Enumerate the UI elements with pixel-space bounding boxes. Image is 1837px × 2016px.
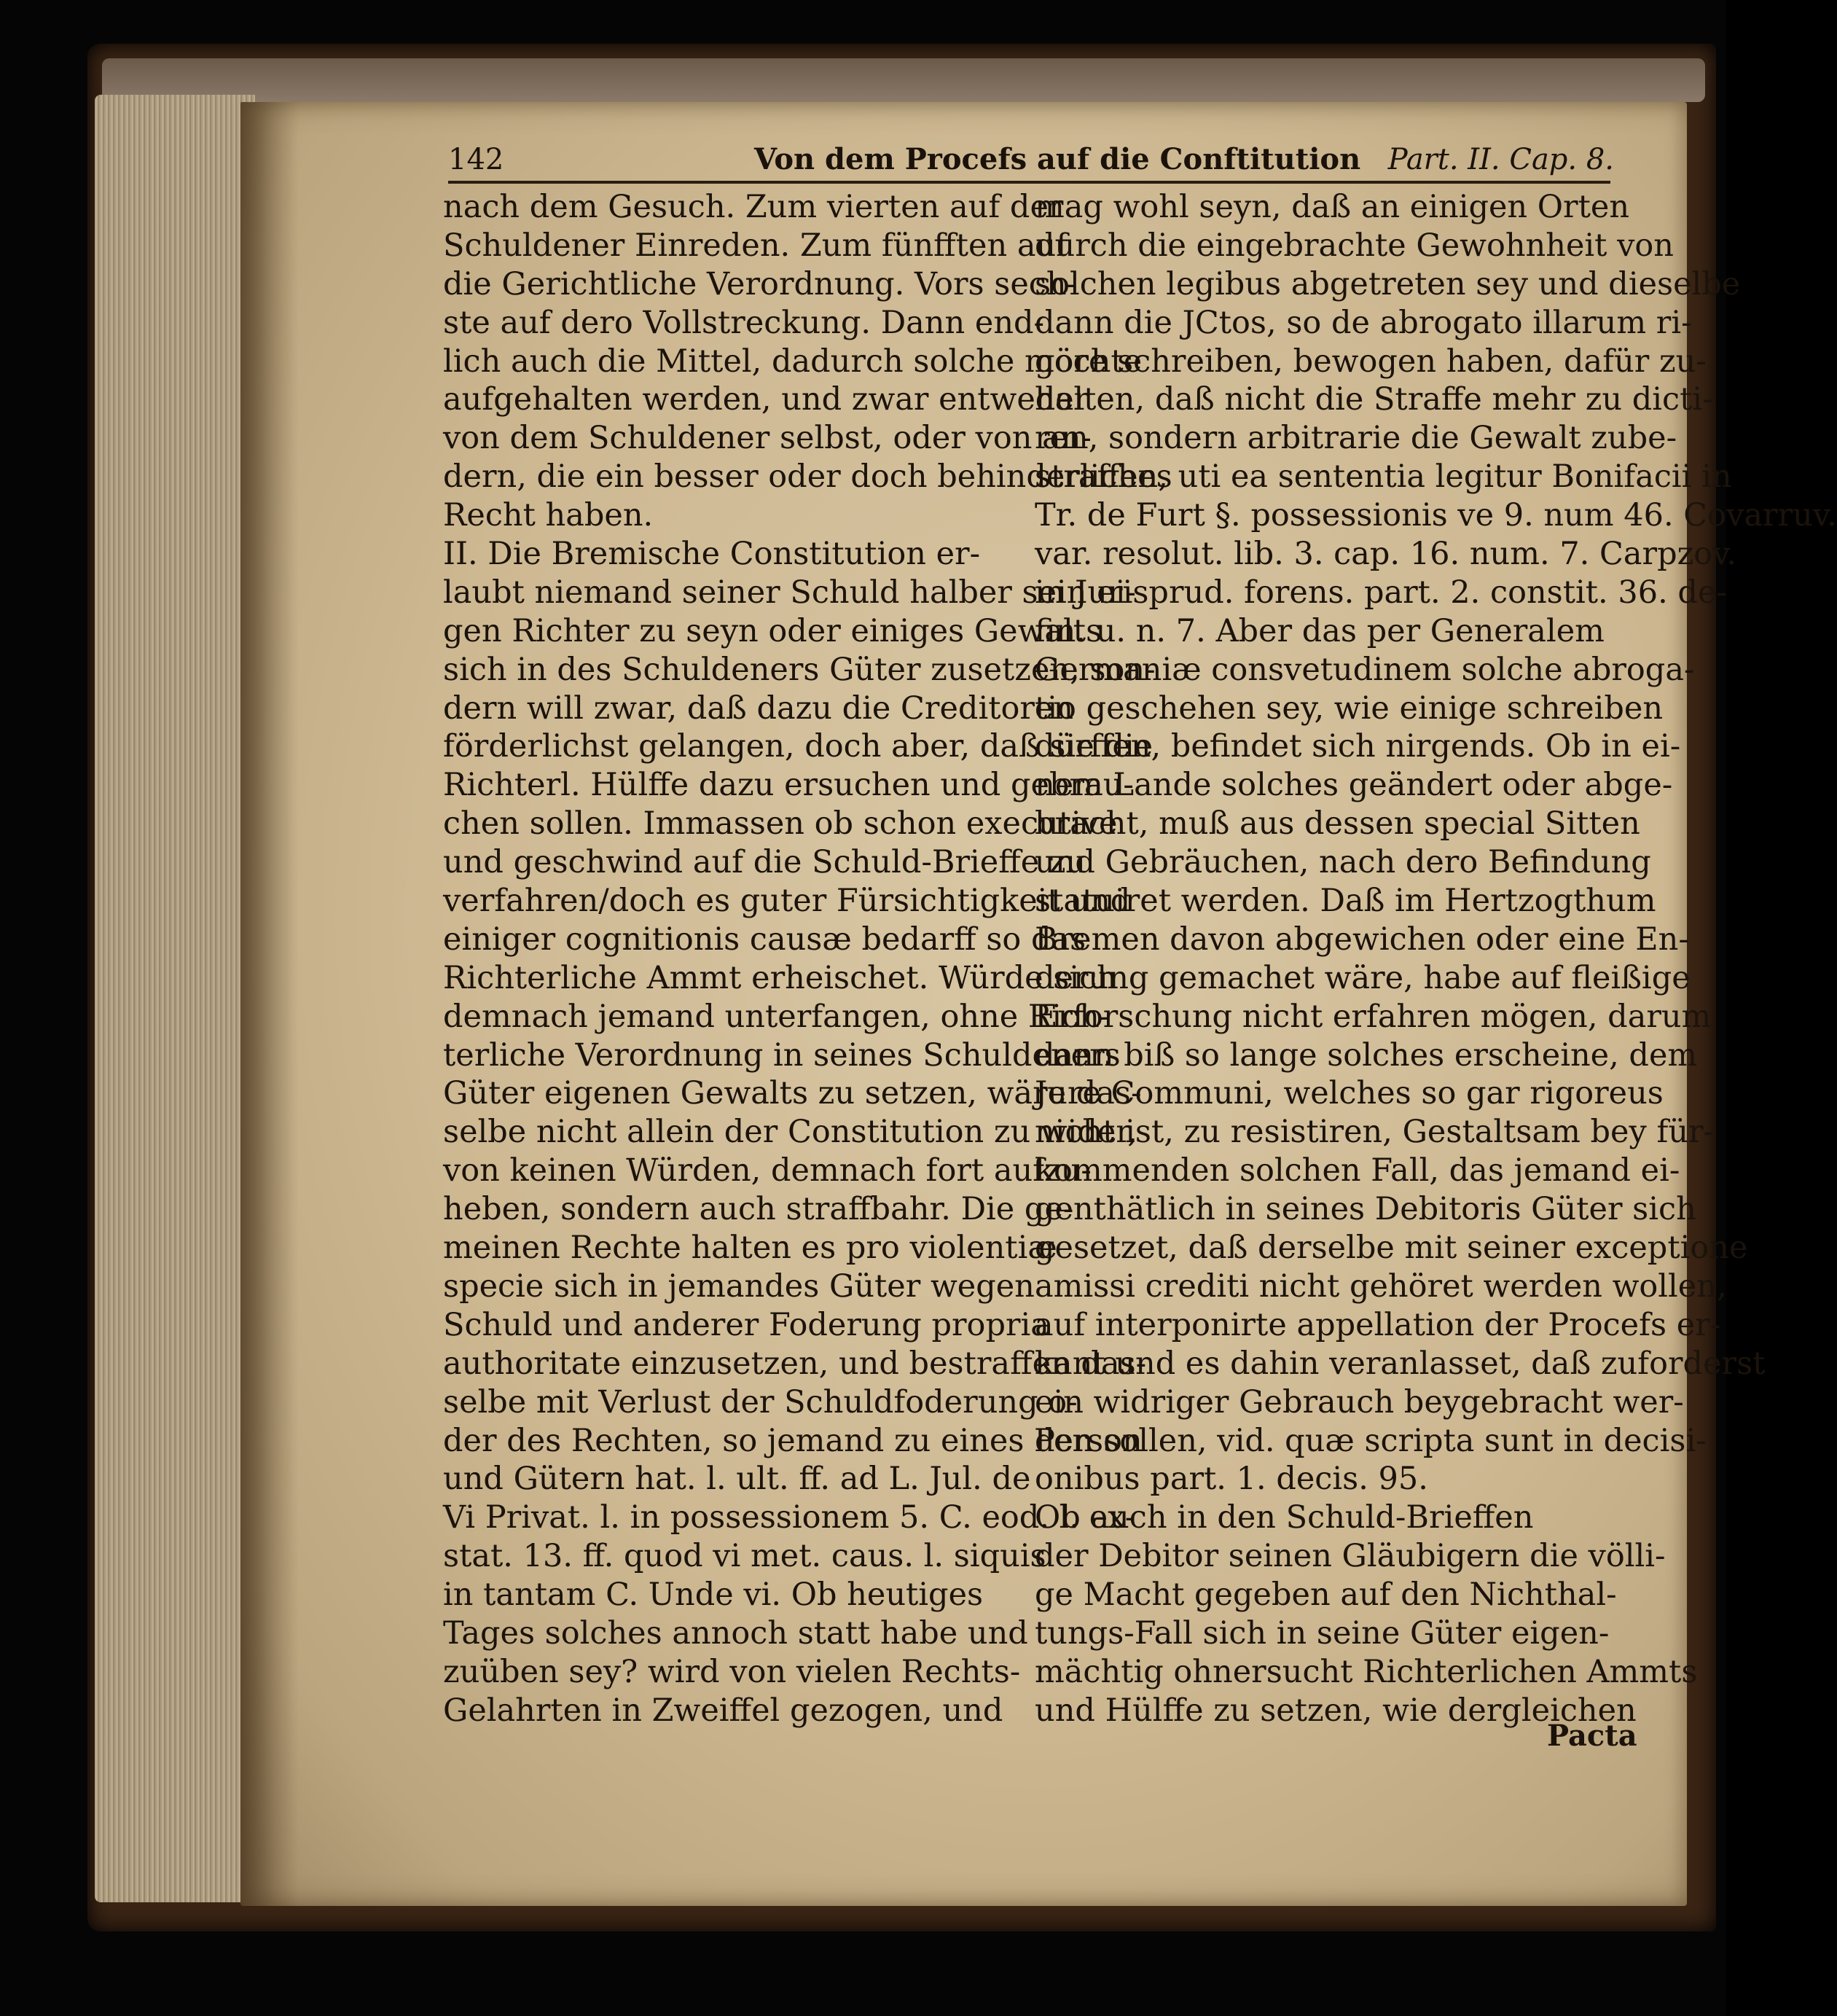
text-line: stat. 13. ff. quod vi met. caus. l. siquis xyxy=(443,1538,1046,1575)
header-rule xyxy=(448,181,1610,184)
text-line: Tr. de Furt §. possessionis ve 9. num 46. Covarruv. xyxy=(1035,497,1837,534)
text-line: der Debitor seinen Gläubigern die völli- xyxy=(1035,1538,1666,1575)
book-top-edge xyxy=(102,58,1705,102)
text-line: dern, die ein besser oder doch behinderliches xyxy=(443,458,1172,496)
text-line: heben, sondern auch straffbahr. Die ge- xyxy=(443,1191,1074,1228)
text-line: laubt niemand seiner Schuld halber sein ei- xyxy=(443,574,1136,611)
text-line: genthätlich in seines Debitoris Güter sich xyxy=(1035,1191,1696,1228)
text-line: Tages solches annoch statt habe und xyxy=(443,1614,1028,1652)
text-line: solchen legibus abgetreten sey und dieselbe xyxy=(1035,265,1741,302)
text-line: gesetzet, daß derselbe mit seiner exceptione xyxy=(1035,1230,1748,1267)
text-line: und Gebräuchen, nach dero Befindung xyxy=(1035,844,1651,881)
text-line: dern will zwar, daß dazu die Creditoren xyxy=(443,689,1074,727)
text-line: ren, sondern arbitrarie die Gewalt zube- xyxy=(1035,420,1677,457)
text-line: gen Richter zu seyn oder einiges Gewalts xyxy=(443,612,1102,649)
text-line: dann biß so lange solches erscheine, dem xyxy=(1035,1036,1698,1074)
text-line: in Jurisprud. forens. part. 2. constit. 36. de- xyxy=(1035,574,1727,611)
text-line: kant und es dahin veranlasset, daß zuforderst xyxy=(1035,1345,1766,1382)
text-line: specie sich in jemandes Güter wegen xyxy=(443,1267,1035,1305)
text-line: statuiret werden. Daß im Hertzogthum xyxy=(1035,883,1656,920)
text-line: sich in des Schuldeners Güter zusetzen, son- xyxy=(443,651,1156,688)
text-line: von keinen Würden, demnach fort aufzu- xyxy=(443,1152,1092,1189)
text-line: aufgehalten werden, und zwar entweder xyxy=(443,381,1089,418)
right-text-column xyxy=(1035,188,1837,1730)
text-line: gore schreiben, bewogen haben, dafür zu- xyxy=(1035,343,1707,380)
text-line: und Hülffe zu setzen, wie dergleichen xyxy=(1035,1692,1637,1729)
text-line: dann die JCtos, so de abrogato illarum ri- xyxy=(1035,304,1692,341)
text-line: tio geschehen sey, wie einige schreiben xyxy=(1035,689,1664,727)
text-line: II. Die Bremische Constitution er- xyxy=(443,536,981,573)
text-line: nicht ist, zu resistiren, Gestaltsam bey für- xyxy=(1035,1114,1715,1151)
text-line: Richterl. Hülffe dazu ersuchen und gebrau- xyxy=(443,767,1134,804)
text-line: Vi Privat. l. in possessionem 5. C. eod. l. ex- xyxy=(443,1499,1136,1536)
text-line: den sollen, vid. quæ scripta sunt in decisi- xyxy=(1035,1422,1707,1459)
text-line: durch die eingebrachte Gewohnheit von xyxy=(1035,227,1674,264)
text-line: authoritate einzusetzen, und bestraffen das- xyxy=(443,1345,1147,1382)
text-line: lich auch die Mittel, dadurch solche möchte xyxy=(443,343,1143,380)
text-line: Güter eigenen Gewalts zu setzen, wäre das- xyxy=(443,1075,1142,1112)
spine-shadow xyxy=(240,102,299,1906)
running-title: Von dem Procefs auf die Conftitution xyxy=(754,142,1361,176)
text-line: Erforschung nicht erfahren mögen, darum xyxy=(1035,998,1712,1035)
text-line: einiger cognitionis causæ bedarff so das xyxy=(443,921,1086,958)
text-line: verfahren/doch es guter Fürsichtigkeit und xyxy=(443,883,1131,920)
text-line: mächtig ohnersucht Richterlichen Ammts xyxy=(1035,1653,1698,1690)
left-text-column xyxy=(443,188,1172,1730)
text-line: nach dem Gesuch. Zum vierten auf der xyxy=(443,189,1064,225)
text-line: Gelahrten in Zweiffel gezogen, und xyxy=(443,1692,1003,1729)
text-line: bracht, muß aus dessen special Sitten xyxy=(1035,805,1640,843)
text-line: var. resolut. lib. 3. cap. 16. num. 7. Carpzov. xyxy=(1035,536,1737,573)
text-line: fin. u. n. 7. Aber das per Generalem xyxy=(1035,612,1605,649)
text-line: halten, daß nicht die Straffe mehr zu dicti- xyxy=(1035,381,1713,418)
text-line: ein widriger Gebrauch beygebracht wer- xyxy=(1035,1383,1684,1421)
text-line: in tantam C. Unde vi. Ob heutiges xyxy=(443,1577,984,1614)
text-line: Recht haben. xyxy=(443,497,654,534)
text-line: derung gemachet wäre, habe auf fleißige xyxy=(1035,959,1691,996)
text-line: mag wohl seyn, daß an einigen Orten xyxy=(1035,189,1630,225)
text-line: Germaniæ consvetudinem solche abroga- xyxy=(1035,651,1695,688)
text-line: förderlichst gelangen, doch aber, daß sie die xyxy=(443,728,1153,765)
text-line: von dem Schuldener selbst, oder von an- xyxy=(443,420,1092,457)
page-edges xyxy=(95,95,255,1902)
text-line: onibus part. 1. decis. 95. xyxy=(1035,1461,1428,1498)
text-line: Jure Communi, welches so gar rigoreus xyxy=(1035,1075,1664,1112)
text-line: selbe mit Verlust der Schuldfoderung o- xyxy=(443,1383,1078,1421)
text-line: die Gerichtliche Verordnung. Vors sech- xyxy=(443,265,1078,302)
text-line: terliche Verordnung in seines Schuldeners xyxy=(443,1036,1121,1074)
text-line: kommenden solchen Fall, das jemand ei- xyxy=(1035,1152,1680,1189)
page-number: 142 xyxy=(448,143,504,176)
text-line: dürffen, befindet sich nirgends. Ob in ei- xyxy=(1035,728,1681,765)
text-line: und Gütern hat. l. ult. ff. ad L. Jul. de xyxy=(443,1461,1031,1498)
catchword: Pacta xyxy=(1547,1719,1637,1753)
text-line: straffen, uti ea sententia legitur Bonifacii in xyxy=(1035,458,1732,496)
text-line: selbe nicht allein der Constitution zu wider, xyxy=(443,1114,1137,1151)
text-line: chen sollen. Immassen ob schon executive xyxy=(443,805,1118,843)
text-line: demnach jemand unterfangen, ohne Rich- xyxy=(443,998,1111,1035)
text-line: Bremen davon abgewichen oder eine En- xyxy=(1035,921,1689,958)
text-line: Schuld und anderer Foderung propria xyxy=(443,1306,1049,1343)
text-line: nem Lande solches geändert oder abge- xyxy=(1035,767,1673,804)
text-line: Ob auch in den Schuld-Brieffen xyxy=(1035,1499,1534,1536)
text-line: amissi crediti nicht gehöret werden wollen, xyxy=(1035,1267,1727,1305)
text-line: zuüben sey? wird von vielen Rechts- xyxy=(443,1653,1021,1690)
text-line: ste auf dero Vollstreckung. Dann end- xyxy=(443,304,1045,341)
text-line: der des Rechten, so jemand zu eines Person xyxy=(443,1422,1143,1459)
part-reference: Part. II. Cap. 8. xyxy=(1387,143,1614,176)
text-line: auf interponirte appellation der Procefs er- xyxy=(1035,1306,1721,1343)
running-header xyxy=(448,136,1614,184)
text-line: tungs-Fall sich in seine Güter eigen- xyxy=(1035,1614,1610,1652)
text-line: Richterliche Ammt erheischet. Würde sich xyxy=(443,959,1117,996)
text-line: meinen Rechte halten es pro violentiæ xyxy=(443,1230,1057,1267)
text-line: Schuldener Einreden. Zum fünfften auf xyxy=(443,227,1068,264)
text-line: und geschwind auf die Schuld-Brieffe zu xyxy=(443,844,1086,881)
text-line: ge Macht gegeben auf den Nichthal- xyxy=(1035,1577,1617,1614)
